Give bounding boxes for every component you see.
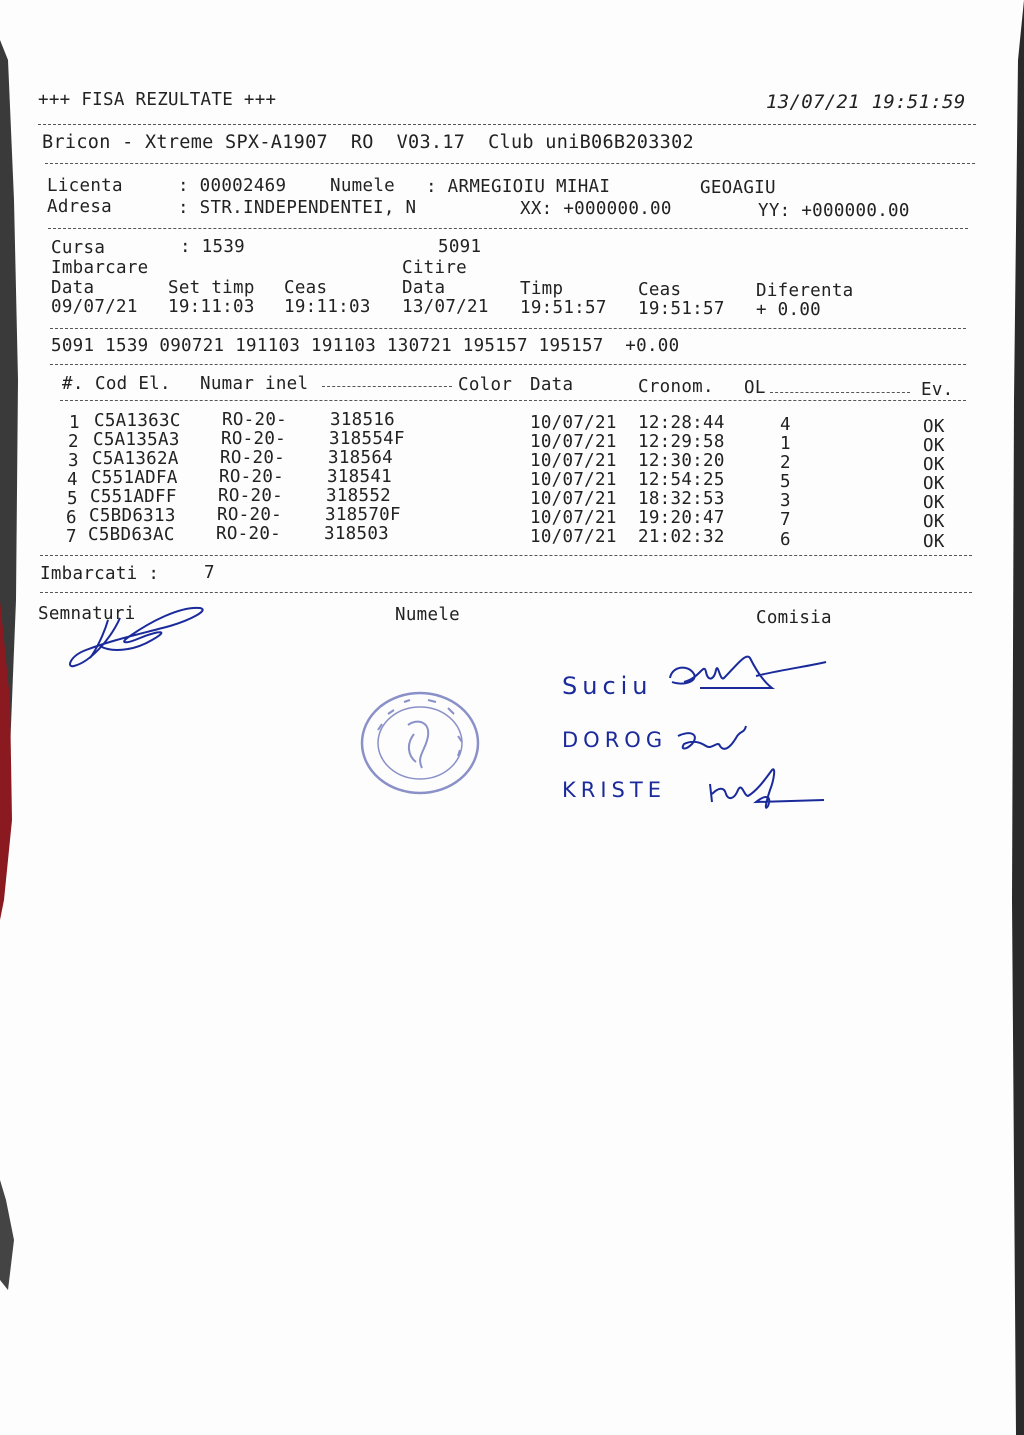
cell-cronom: 18:32:53	[638, 489, 725, 509]
cell-cod: C551ADFF	[90, 487, 177, 507]
cell-data: 10/07/21	[530, 413, 617, 433]
cell-ol: 2	[780, 453, 791, 473]
imbarcati-label: Imbarcati :	[40, 564, 160, 584]
device-line: Bricon - Xtreme SPX-A1907 RO V03.17 Club uniB06B203302	[42, 132, 694, 153]
scan-edge-right	[1000, 0, 1024, 1435]
cell-ol: 5	[780, 472, 791, 492]
cell-ol: 6	[780, 530, 791, 550]
scan-edge-left	[0, 0, 30, 1435]
th-ol: OL	[744, 378, 766, 398]
licenta-label: Licenta	[47, 176, 123, 196]
divider	[50, 328, 966, 329]
cell-cronom: 12:30:20	[638, 451, 725, 471]
cell-ev: OK	[923, 532, 945, 552]
cell-nr: 5	[67, 489, 78, 509]
cell-inel: 318554F	[329, 429, 405, 449]
licenta-value: : 00002469	[178, 176, 287, 196]
val-diferenta: + 0.00	[756, 300, 822, 320]
th-data: Data	[530, 375, 574, 395]
cell-data: 10/07/21	[530, 508, 617, 528]
divider	[50, 364, 966, 365]
cell-ev: OK	[923, 455, 945, 475]
numele-signature-label: Numele	[395, 605, 461, 625]
document-title: +++ FISA REZULTATE +++	[38, 90, 277, 110]
val-data-citire: 13/07/21	[402, 297, 489, 317]
committee-signature	[700, 760, 830, 820]
xx-coordinate: XX: +000000.00	[520, 199, 672, 219]
val-ceas-citire: 19:51:57	[638, 299, 725, 319]
header-dash-fill	[770, 392, 910, 393]
divider	[40, 555, 972, 556]
committee-signature	[670, 722, 760, 762]
th-inel: Numar inel	[200, 374, 309, 394]
val-data-imbarcare: 09/07/21	[51, 297, 138, 317]
cell-inel: 318503	[324, 524, 390, 544]
th-ev: Ev.	[921, 380, 954, 400]
cell-nr: 6	[66, 508, 77, 528]
cursa-label: Cursa	[51, 238, 106, 258]
th-nr: #.	[62, 374, 84, 394]
divider	[45, 163, 975, 164]
numele-label: Numele	[330, 176, 396, 196]
cell-nr: 2	[68, 432, 79, 452]
committee-name: KRISTE	[562, 778, 666, 802]
adresa-label: Adresa	[47, 197, 113, 217]
cell-ol: 7	[780, 510, 791, 530]
cell-cod: C5A1363C	[94, 411, 181, 431]
owner-signature	[60, 600, 220, 680]
th-cronom: Cronom.	[638, 377, 714, 397]
cell-cod: C551ADFA	[91, 468, 178, 488]
cell-nr: 4	[67, 470, 78, 490]
yy-coordinate: YY: +000000.00	[758, 201, 910, 221]
cell-data: 10/07/21	[530, 527, 617, 547]
cell-data: 10/07/21	[530, 432, 617, 452]
cell-cronom: 12:29:58	[638, 432, 725, 452]
cell-data: 10/07/21	[530, 470, 617, 490]
th-cod: Cod El.	[95, 374, 171, 394]
cell-prefix: RO-20-	[220, 448, 286, 468]
cell-inel: 318541	[327, 467, 393, 487]
cell-prefix: RO-20-	[216, 524, 282, 544]
cell-cod: C5BD63AC	[88, 525, 175, 545]
cell-ev: OK	[923, 512, 945, 532]
cell-cronom: 21:02:32	[638, 527, 725, 547]
semnaturi-label: Semnaturi	[38, 604, 136, 624]
print-datetime: 13/07/21 19:51:59	[766, 91, 966, 113]
cell-cronom: 12:54:25	[638, 470, 725, 490]
cell-cod: C5A1362A	[92, 449, 179, 469]
cell-nr: 1	[69, 413, 80, 433]
cell-cod: C5BD6313	[89, 506, 176, 526]
col-ceas-imbarcare: Ceas	[284, 278, 328, 298]
adresa-value: : STR.INDEPENDENTEI, N	[178, 198, 417, 218]
cell-prefix: RO-20-	[218, 486, 284, 506]
summary-line: 5091 1539 090721 191103 191103 130721 195157 195157 +0.00	[51, 336, 680, 356]
cell-prefix: RO-20-	[221, 429, 287, 449]
committee-name: DOROG	[562, 728, 668, 752]
col-data-imbarcare: Data	[51, 278, 95, 298]
committee-name: Suciu	[562, 672, 653, 700]
cursa-value: : 1539	[180, 237, 246, 257]
cell-ev: OK	[923, 474, 945, 494]
cursa-code: 5091	[438, 237, 482, 257]
cell-cronom: 19:20:47	[638, 508, 725, 528]
cell-ol: 1	[780, 434, 791, 454]
cell-data: 10/07/21	[530, 451, 617, 471]
committee-signature	[660, 648, 832, 698]
val-set-timp: 19:11:03	[168, 297, 255, 317]
cell-inel: 318516	[330, 410, 396, 430]
cell-inel: 318564	[328, 448, 394, 468]
divider	[40, 592, 972, 593]
divider	[48, 228, 968, 229]
numele-value: : ARMEGIOIU MIHAI	[426, 177, 611, 197]
club-stamp	[358, 690, 482, 796]
cell-nr: 3	[68, 451, 79, 471]
owner-city: GEOAGIU	[700, 178, 776, 198]
col-timp: Timp	[520, 279, 564, 299]
imbarcare-label: Imbarcare	[51, 258, 149, 278]
divider	[60, 400, 966, 401]
col-data-citire: Data	[402, 278, 446, 298]
val-timp: 19:51:57	[520, 298, 607, 318]
cell-ol: 4	[780, 415, 791, 435]
col-set-timp: Set timp	[168, 278, 255, 298]
cell-prefix: RO-20-	[219, 467, 285, 487]
cell-nr: 7	[66, 527, 77, 547]
cell-prefix: RO-20-	[217, 505, 283, 525]
comisia-label: Comisia	[756, 608, 832, 628]
val-ceas-imbarcare: 19:11:03	[284, 297, 371, 317]
citire-label: Citire	[402, 258, 468, 278]
divider	[38, 124, 976, 125]
cell-inel: 318552	[326, 486, 392, 506]
cell-cronom: 12:28:44	[638, 413, 725, 433]
col-diferenta: Diferenta	[756, 281, 854, 301]
cell-ev: OK	[923, 493, 945, 513]
cell-prefix: RO-20-	[222, 410, 288, 430]
th-color: Color	[458, 375, 513, 395]
cell-ev: OK	[923, 417, 945, 437]
cell-data: 10/07/21	[530, 489, 617, 509]
cell-inel: 318570F	[325, 505, 401, 525]
header-dash-fill	[322, 386, 452, 387]
imbarcati-value: 7	[204, 563, 215, 583]
cell-cod: C5A135A3	[93, 430, 180, 450]
col-ceas-citire: Ceas	[638, 280, 682, 300]
cell-ev: OK	[923, 436, 945, 456]
cell-ol: 3	[780, 491, 791, 511]
